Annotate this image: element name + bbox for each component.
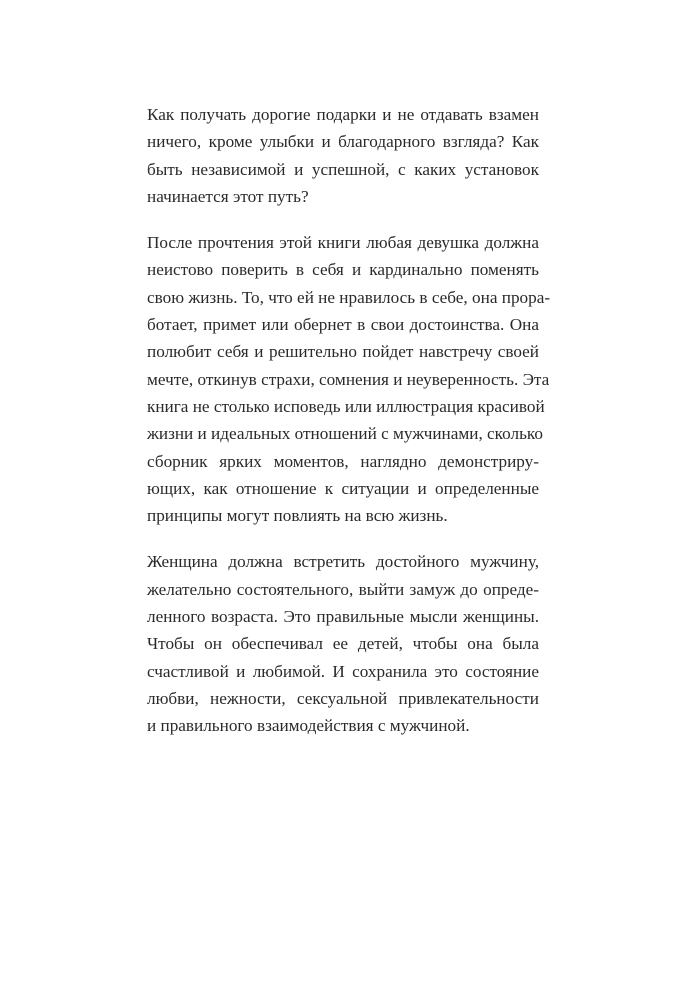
paragraph [147,101,539,210]
text-line: ботает, примет или обернет в свои достоинства. Она [147,315,539,335]
text-line: ющих, как отношение к ситуации и определенные [147,478,539,498]
text-line: принципы могут повлиять на всю жизнь. [147,506,448,526]
text-line: сборник ярких моментов, наглядно демонстриру- [147,451,539,471]
text-line: желательно состоятельного, выйти замуж до опреде- [147,579,539,599]
text-line: ленного возраста. Это правильные мысли женщины. [147,607,539,627]
text-line: Женщина должна встретить достойного мужчину, [147,552,539,572]
text-line: Чтобы он обеспечивал ее детей, чтобы она была [147,634,539,654]
text-line: мечте, откинув страхи, сомнения и неуверенность. Эта [147,369,550,389]
text-line: неистово поверить в себя и кардинально поменять [147,260,539,280]
text-line: После прочтения этой книги любая девушка должна [147,233,539,253]
text-line: полюбит себя и решительно пойдет навстречу своей [147,342,539,362]
text-line: начинается этот путь? [147,186,309,206]
book-page [147,101,551,759]
paragraph [147,229,551,529]
text-line: свою жизнь. То, что ей не нравилось в себе, она прора- [147,287,551,307]
text-line: счастливой и любимой. И сохранила это состояние [147,661,539,681]
paragraph [147,548,539,739]
text-line: любви, нежности, сексуальной привлекательности [147,688,539,708]
text-line: книга не столько исповедь или иллюстрация красивой [147,396,545,416]
text-line: ничего, кроме улыбки и благодарного взгляда? Как [147,132,539,152]
text-line: быть независимой и успешной, с каких установок [147,159,539,179]
text-line: и правильного взаимодействия с мужчиной. [147,716,470,736]
text-line: жизни и идеальных отношений с мужчинами, сколько [147,424,543,444]
text-line: Как получать дорогие подарки и не отдавать взамен [147,105,539,124]
